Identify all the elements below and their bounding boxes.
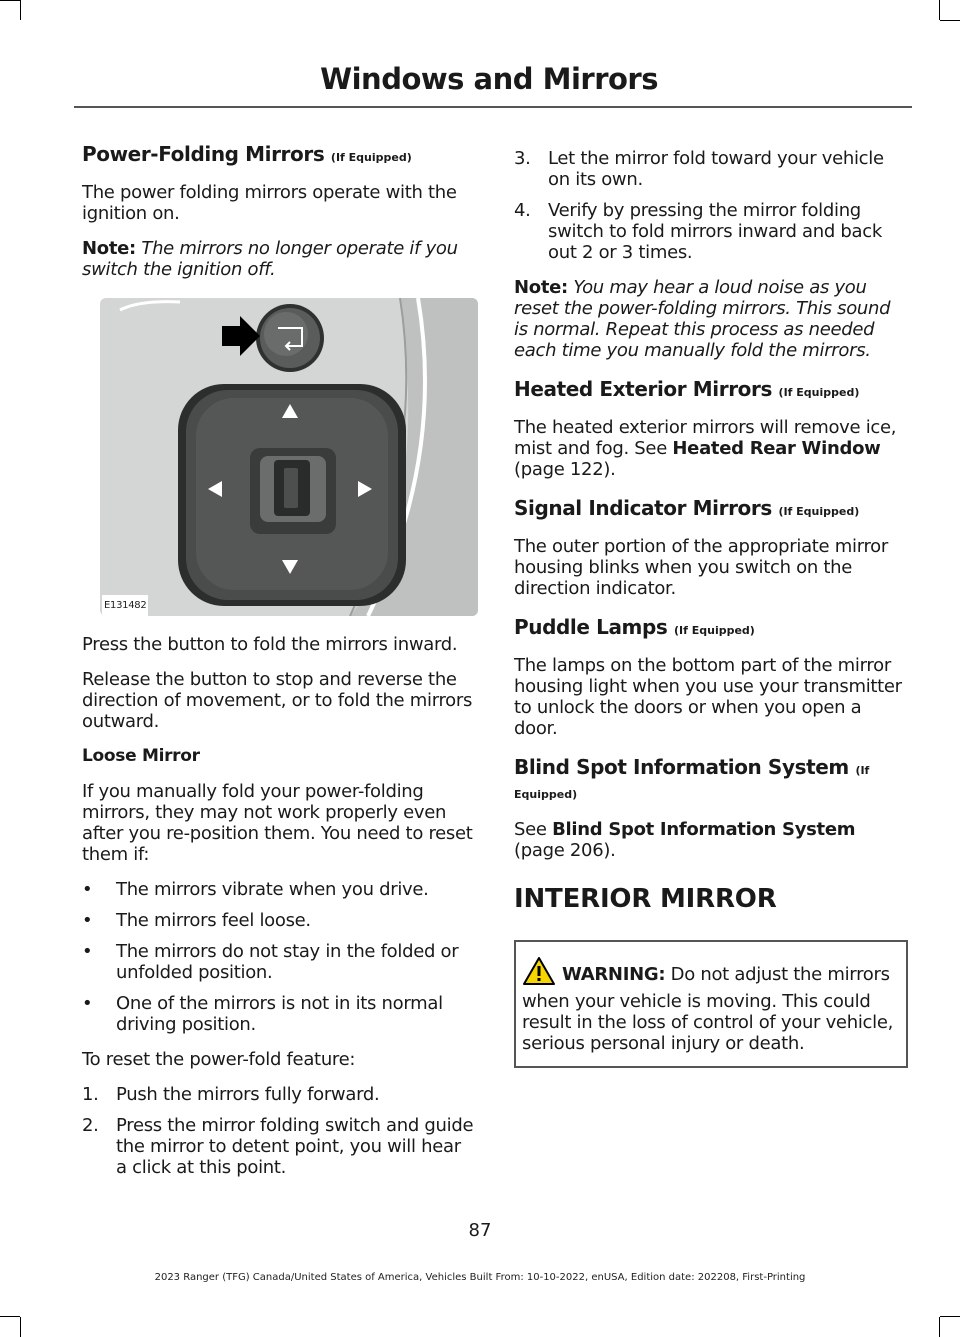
step-list — [514, 148, 908, 263]
title-divider — [74, 106, 912, 108]
section-heading-heated — [514, 379, 908, 403]
equipped-tag: (If Equipped) — [674, 624, 755, 637]
heading-text: Puddle Lamps — [514, 615, 668, 639]
mirror-switch-illustration — [100, 298, 478, 616]
paragraph: Press the button to fold the mirrors inward. — [82, 634, 458, 655]
equipped-tag: (If Equipped) — [330, 151, 412, 164]
section-heading-interior-mirror: INTERIOR MIRROR — [514, 884, 777, 914]
right-column — [514, 148, 908, 1068]
equipped-tag: (If Equipped) — [778, 505, 860, 518]
crop-mark — [0, 1316, 20, 1317]
text: The heated exterior mirrors will remove ice, mist and fog. See — [514, 417, 897, 459]
step-number: 2. — [82, 1115, 99, 1136]
list-item — [82, 1115, 476, 1178]
crop-mark — [940, 20, 960, 21]
note — [514, 277, 908, 361]
warning-triangle-icon — [522, 956, 556, 991]
note-text: You may hear a loud noise as you reset the power-folding mirrors. This sound is normal. Repeat this process as needed each time you manually fold the mirrors. — [514, 277, 891, 361]
note — [82, 238, 476, 280]
list-item — [514, 148, 908, 190]
text: (page 206). — [514, 840, 616, 861]
mirror-switch-figure — [100, 298, 478, 616]
section-heading-signal — [514, 498, 908, 522]
step-text: Push the mirrors fully forward. — [116, 1084, 380, 1105]
text: See — [514, 819, 553, 840]
heading-text: Power-Folding Mirrors — [82, 142, 325, 166]
heading-text: Signal Indicator Mirrors — [514, 496, 772, 520]
note-text: The mirrors no longer operate if you switch the ignition off. — [82, 238, 458, 280]
crop-mark — [20, 1317, 21, 1337]
paragraph — [514, 417, 908, 480]
crop-mark — [0, 0, 20, 1]
paragraph: If you manually fold your power-folding mirrors, they may not work properly even after you re-position them. You need to reset them if: — [82, 781, 473, 865]
equipped-tag: (If Equipped) — [778, 386, 860, 399]
figure-code: E131482 — [102, 595, 148, 616]
list-item — [514, 200, 908, 263]
page-number: 87 — [468, 1220, 492, 1241]
list-item — [82, 1084, 476, 1105]
cross-reference-link[interactable]: Heated Rear Window — [672, 438, 881, 459]
step-list — [82, 1084, 476, 1178]
heading-text: Heated Exterior Mirrors — [514, 377, 772, 401]
paragraph: The power folding mirrors operate with the ignition on. — [82, 182, 457, 224]
warning-label: WARNING: — [562, 964, 666, 985]
list-item: • The mirrors feel loose. — [82, 910, 476, 931]
paragraph: The lamps on the bottom part of the mirror housing light when you use your transmitter to unlock the doors or when you open a door. — [514, 655, 902, 739]
paragraph: The outer portion of the appropriate mirror housing blinks when you switch on the direction indicator. — [514, 536, 888, 599]
warning-text: Do not adjust the mirrors when your vehicle is moving. This could result in the loss of control of your vehicle, serious personal injury or death. — [522, 964, 894, 1054]
list-item: • The mirrors do not stay in the folded or unfolded position. — [82, 941, 476, 983]
list-item: • One of the mirrors is not in its normal driving position. — [82, 993, 476, 1035]
page-title: Windows and Mirrors — [320, 62, 658, 96]
section-heading-puddle — [514, 617, 908, 641]
step-number: 3. — [514, 148, 531, 169]
crop-mark — [20, 0, 21, 20]
equipped-tag: (If Equipped) — [514, 764, 870, 801]
paragraph: To reset the power-fold feature: — [82, 1049, 356, 1070]
step-number: 1. — [82, 1084, 99, 1105]
note-label: Note: — [514, 277, 568, 298]
section-heading-blind-spot — [514, 757, 908, 805]
bullet-list — [82, 879, 476, 1035]
footer-text: 2023 Ranger (TFG) Canada/United States of America, Vehicles Built From: 10-10-2022, enUSA, Edition date: 202208, First-Printing — [154, 1272, 806, 1283]
heading-text: Blind Spot Information System — [514, 755, 849, 779]
section-heading-power-folding — [82, 144, 476, 168]
crop-mark — [939, 1317, 940, 1337]
step-text: Press the mirror folding switch and guide the mirror to detent point, you will hear a click at this point. — [116, 1115, 474, 1178]
note-label: Note: — [82, 238, 136, 259]
paragraph: Release the button to stop and reverse the direction of movement, or to fold the mirrors outward. — [82, 669, 473, 732]
cross-reference-link[interactable]: Blind Spot Information System — [552, 819, 856, 840]
step-text: Let the mirror fold toward your vehicle on its own. — [548, 148, 884, 190]
crop-mark — [940, 1316, 960, 1317]
step-number: 4. — [514, 200, 531, 221]
subheading-loose-mirror: Loose Mirror — [82, 746, 200, 766]
left-column — [82, 144, 476, 1192]
crop-mark — [939, 0, 940, 20]
paragraph — [514, 819, 908, 861]
list-item: • The mirrors vibrate when you drive. — [82, 879, 476, 900]
warning-box — [514, 940, 908, 1068]
step-text: Verify by pressing the mirror folding switch to fold mirrors inward and back out 2 or 3 times. — [548, 200, 882, 263]
text: (page 122). — [514, 459, 616, 480]
